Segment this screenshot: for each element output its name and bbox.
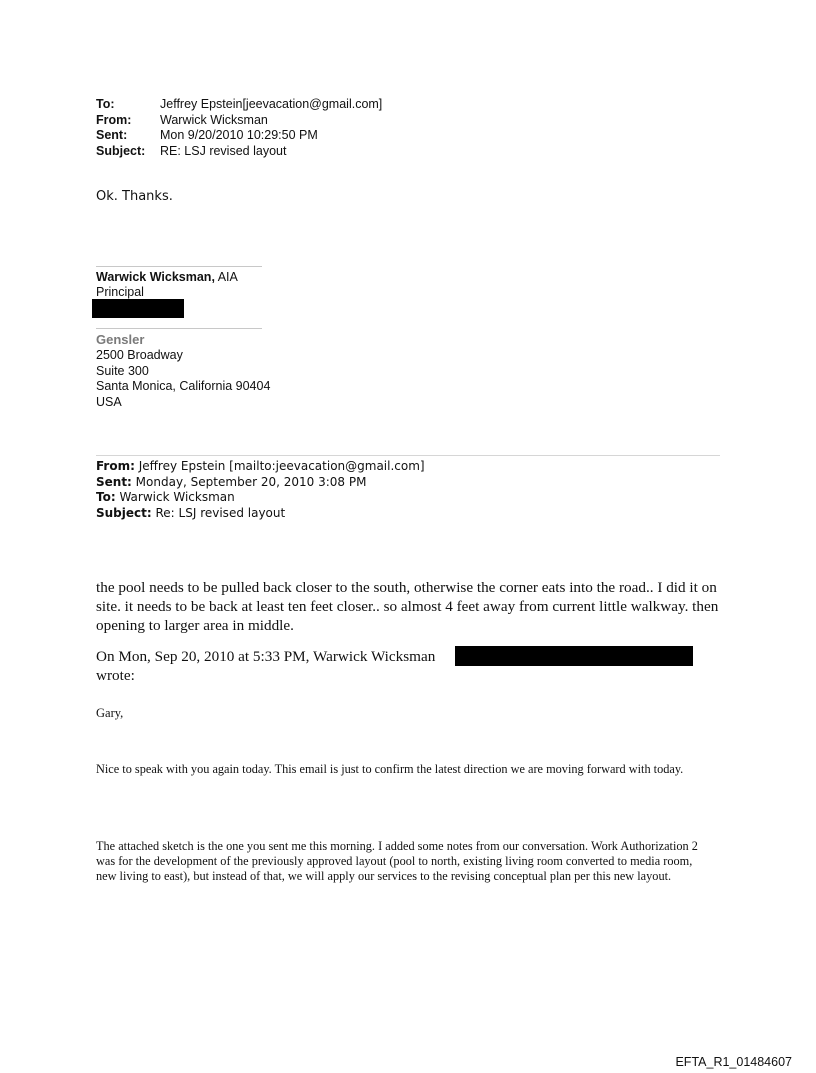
forwarded-to-row (96, 490, 425, 506)
from-label: From: (96, 112, 132, 127)
quote-wrote: wrote: (96, 667, 135, 684)
forwarded-subject-label: Subject: (96, 505, 152, 520)
address-line: Suite 300 (96, 363, 149, 378)
forwarded-subject-row (96, 506, 425, 522)
quote-intro-line: On Mon, Sep 20, 2010 at 5:33 PM, Warwick Wicksman (96, 648, 436, 665)
forwarded-subject-value: Re: LSJ revised layout (151, 505, 286, 520)
to-value: Jeffrey Epstein[jeevacation@gmail.com] (160, 97, 383, 111)
company-address (96, 348, 270, 410)
forwarded-divider (96, 455, 720, 456)
quoted-greeting: Gary, (96, 706, 124, 720)
to-label: To: (96, 97, 115, 111)
signature-name-line (96, 270, 238, 284)
forwarded-from-label: From: (96, 459, 135, 473)
signature-title: Principal (96, 285, 144, 299)
message-body: the pool needs to be pulled back closer to the south, otherwise the corner eats into the road.. I did it on site. it needs to be back at least ten feet closer.. so almost 4 feet away from current little walkway. then opening to larger area in middle. (96, 579, 719, 634)
sent-label: Sent: (96, 128, 128, 142)
signature-name: Warwick Wicksman, (96, 270, 215, 284)
address-line: 2500 Broadway (96, 348, 183, 362)
from-value: Warwick Wicksman (160, 112, 268, 127)
forwarded-from-row (96, 459, 425, 475)
forwarded-to-value: Warwick Wicksman (115, 490, 235, 504)
company-name: Gensler (96, 332, 145, 347)
redaction-box-signature (92, 299, 184, 318)
email-header (96, 97, 382, 159)
subject-value: RE: LSJ revised layout (160, 143, 287, 158)
header-from-row (96, 113, 382, 129)
subject-label: Subject: (96, 143, 146, 158)
forwarded-sent-row (96, 475, 425, 491)
address-line: USA (96, 394, 122, 409)
redaction-box-email (455, 646, 693, 666)
forwarded-header (96, 459, 425, 521)
forwarded-sent-label: Sent: (96, 474, 132, 489)
address-line: Santa Monica, California 90404 (96, 379, 271, 393)
reply-text: Ok. Thanks. (96, 189, 173, 204)
sent-value: Mon 9/20/2010 10:29:50 PM (160, 128, 318, 142)
signature-divider-bottom (96, 328, 262, 329)
forwarded-to-label: To: (96, 490, 116, 504)
signature-credential: AIA (214, 270, 238, 284)
quoted-paragraph-2: The attached sketch is the one you sent me this morning. I added some notes from our conversation. Work Authorization 2 was for the development of the previously approved layout (pool to north, existing living room converted to media room, new living to east), but instead of that, we will apply our services to the revising conceptual plan per this new layout. (96, 839, 698, 883)
forwarded-sent-value: Monday, September 20, 2010 3:08 PM (131, 474, 367, 489)
signature-divider-top (96, 266, 262, 267)
header-to-row (96, 97, 382, 113)
header-subject-row (96, 144, 382, 160)
header-sent-row (96, 128, 382, 144)
document-id: EFTA_R1_01484607 (675, 1055, 792, 1069)
forwarded-from-value: Jeffrey Epstein [mailto:jeevacation@gmail.com] (134, 459, 425, 473)
quoted-paragraph-1: Nice to speak with you again today. This email is just to confirm the latest direction we are moving forward with today. (96, 762, 684, 776)
